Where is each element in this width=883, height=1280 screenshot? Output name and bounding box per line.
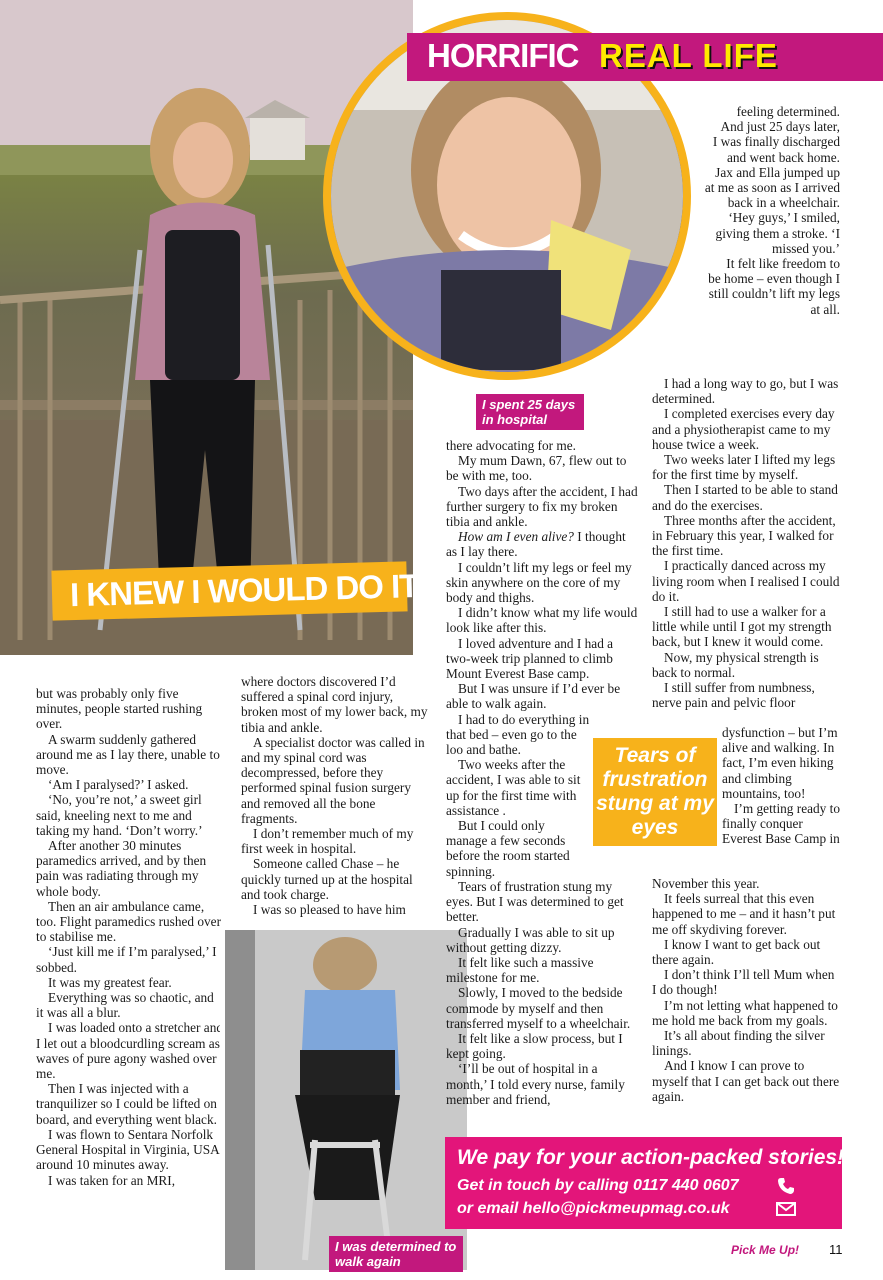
paragraph: I was taken for an MRI, xyxy=(48,1172,176,1188)
paragraph: Then I was injected with a tranquilizer so I could be lifted on board, and everything went black. xyxy=(36,1081,217,1127)
paragraph: there advocating for me. xyxy=(446,438,576,453)
paragraph: I don’t remember much of my first week in hospital. xyxy=(241,826,414,857)
paragraph: Two weeks later I lifted my legs for the first time by myself. xyxy=(652,452,836,483)
paragraph: It feels surreal that this even happened to me – and it hasn’t put me off skydiving forever. xyxy=(652,891,836,937)
italic-thought: How am I even alive? xyxy=(458,529,574,545)
paragraph: It felt like such a massive milestone for me. xyxy=(446,954,594,986)
paragraph: After another 30 minutes paramedics arrived, and by then pain was radiating through my whole body. xyxy=(36,838,207,899)
article-column-1 xyxy=(36,686,224,1188)
paragraph: A swarm suddenly gathered around me as I lay there, unable to move. xyxy=(36,731,220,778)
paragraph: Two weeks after the accident, I was able to sit up for the first time with assistance . xyxy=(446,757,581,818)
paragraph: feeling determined. xyxy=(736,104,840,119)
stories-call-to-action xyxy=(445,1137,845,1229)
paragraph: I was loaded onto a stretcher and I let out a bloodcurdling scream as waves of pure agony washed over me. xyxy=(36,1020,224,1082)
envelope-icon xyxy=(776,1201,796,1219)
walker-photo xyxy=(225,930,467,1270)
paragraph: I had a long way to go, but I was determined. xyxy=(652,376,839,407)
paragraph: And I know I can prove to myself that I can get back out there again. xyxy=(652,1058,840,1104)
paragraph: But I was unsure if I’d ever be able to walk again. xyxy=(446,681,621,712)
paragraph: Then I started to be able to stand and do the exercises. xyxy=(652,482,838,513)
paragraph: I was so pleased to have him xyxy=(253,902,406,918)
cta-email-line[interactable]: or email hello@pickmeupmag.co.uk xyxy=(457,1200,730,1217)
paragraph: I couldn’t lift my legs or feel my skin anywhere on the core of my body and thighs. xyxy=(446,559,632,606)
section-banner xyxy=(407,33,883,81)
article-column-4a xyxy=(702,104,840,317)
paragraph: where doctors discovered I’d suffered a spinal cord injury, broken most of my lower back, my tibia and ankle. xyxy=(241,674,428,735)
paragraph-rest: I thought as I lay there. xyxy=(446,529,626,560)
article-column-2 xyxy=(241,674,431,917)
paragraph: I still suffer from numbness, nerve pain and pelvic floor xyxy=(652,680,815,711)
cta-heading: We pay for your action-packed stories! xyxy=(457,1146,845,1169)
cta-phone-line: Get in touch by calling 0117 440 0607 xyxy=(457,1177,739,1194)
paragraph: Then an air ambulance came, too. Flight paramedics rushed over to stabilise me. xyxy=(36,898,222,945)
phone-icon xyxy=(776,1177,796,1195)
headline-text: I KNEW I WOULD DO IT xyxy=(69,567,419,614)
paragraph: Everything was so chaotic, and it was all a blur. xyxy=(36,990,214,1021)
paragraph: I’m getting ready to finally conquer Everest Base Camp in xyxy=(722,801,840,847)
paragraph: ‘Hey guys,’ I smiled, giving them a stroke. ‘I missed you.’ xyxy=(715,210,840,256)
paragraph: Someone called Chase – he quickly turned up at the hospital and took charge. xyxy=(241,856,413,902)
paragraph: but was probably only five minutes, people started rushing over. xyxy=(36,686,203,732)
walker-photo-caption: I was determined to walk again xyxy=(329,1236,463,1272)
paragraph: I loved adventure and I had a two-week trip planned to climb Mount Everest Base camp. xyxy=(446,635,614,682)
article-column-4b xyxy=(652,376,842,710)
paragraph: I know I want to get back out there again. xyxy=(652,936,821,968)
paragraph: A specialist doctor was called in and my spinal cord was decompressed, before they performed spinal fusion surgery and removed all the bone fragments. xyxy=(241,734,425,826)
headline-box xyxy=(51,561,419,620)
paragraph: Jax and Ella jumped up at me as soon as I arrived back in a wheelchair. xyxy=(704,164,840,211)
paragraph: ‘Just kill me if I’m paralysed,’ I sobbed. xyxy=(36,944,217,975)
paragraph: ‘Am I paralysed?’ I asked. xyxy=(48,777,189,793)
paragraph: Two days after the accident, I had further surgery to fix my broken tibia and ankle. xyxy=(446,483,638,530)
paragraph: I don’t think I’ll tell Mum when I do though! xyxy=(652,967,835,998)
paragraph: It was my greatest fear. xyxy=(48,974,172,990)
paragraph: It felt like freedom to be home – even though I still couldn’t lift my legs at all. xyxy=(708,256,840,317)
paragraph: I had to do everything in that bed – even go to the loo and bathe. xyxy=(446,711,590,758)
paragraph: ‘No, you’re not,’ a sweet girl said, kneeling next to me and taking my hand. ‘Don’t worry.’ xyxy=(36,792,203,838)
paragraph: I’m not letting what happened to me hold me back from my goals. xyxy=(652,997,838,1028)
paragraph: I still had to use a walker for a little while until I got my strength back, but I knew it would come. xyxy=(652,604,832,650)
page-number: 11 xyxy=(829,1242,843,1257)
article-column-4c xyxy=(722,725,840,847)
paragraph: ‘I’ll be out of hospital in a month,’ I told every nurse, family member and friend, xyxy=(446,1061,625,1107)
paragraph: dysfunction – but I’m alive and walking. In fact, I’m even hiking and climbing mountains, too! xyxy=(722,725,838,801)
paragraph: It felt like a slow process, but I kept going. xyxy=(446,1030,623,1062)
paragraph: Now, my physical strength is back to normal. xyxy=(652,649,819,680)
walker-scene xyxy=(225,930,467,1270)
circle-photo-caption: I spent 25 days in hospital xyxy=(476,394,584,430)
article-column-4d xyxy=(652,876,842,1104)
paragraph: But I could only manage a few seconds before the room started spinning. xyxy=(446,818,570,879)
paragraph: I practically danced across my living room when I realised I could do it. xyxy=(652,558,840,604)
banner-word-real-life: REAL LIFE xyxy=(599,37,778,74)
paragraph: I was flown to Sentara Norfolk General Hospital in Virginia, USA, around 10 minutes away. xyxy=(36,1126,224,1173)
paragraph: And just 25 days later, I was finally discharged and went back home. xyxy=(712,119,840,165)
paragraph: It’s all about finding the silver linings. xyxy=(652,1028,825,1059)
magazine-logo: Pick Me Up! xyxy=(731,1243,800,1257)
paragraph: Three months after the accident, in February this year, I walked for the first time. xyxy=(652,512,836,559)
paragraph: Slowly, I moved to the bedside commode by myself and then transferred myself to a wheelchair. xyxy=(446,985,631,1031)
paragraph: I didn’t know what my life would look like after this. xyxy=(446,605,638,636)
pull-quote: Tears of frustration stung at my eyes xyxy=(593,738,717,846)
paragraph: Gradually I was able to sit up without getting dizzy. xyxy=(446,924,615,955)
paragraph xyxy=(446,529,638,559)
paragraph: November this year. xyxy=(652,876,760,891)
paragraph: I completed exercises every day and a physiotherapist came to my house twice a week. xyxy=(652,406,835,452)
banner-word-horrific: HORRIFIC xyxy=(427,37,579,74)
paragraph: Tears of frustration stung my eyes. But I was determined to get better. xyxy=(446,878,624,925)
paragraph: My mum Dawn, 67, flew out to be with me, too. xyxy=(446,453,627,484)
